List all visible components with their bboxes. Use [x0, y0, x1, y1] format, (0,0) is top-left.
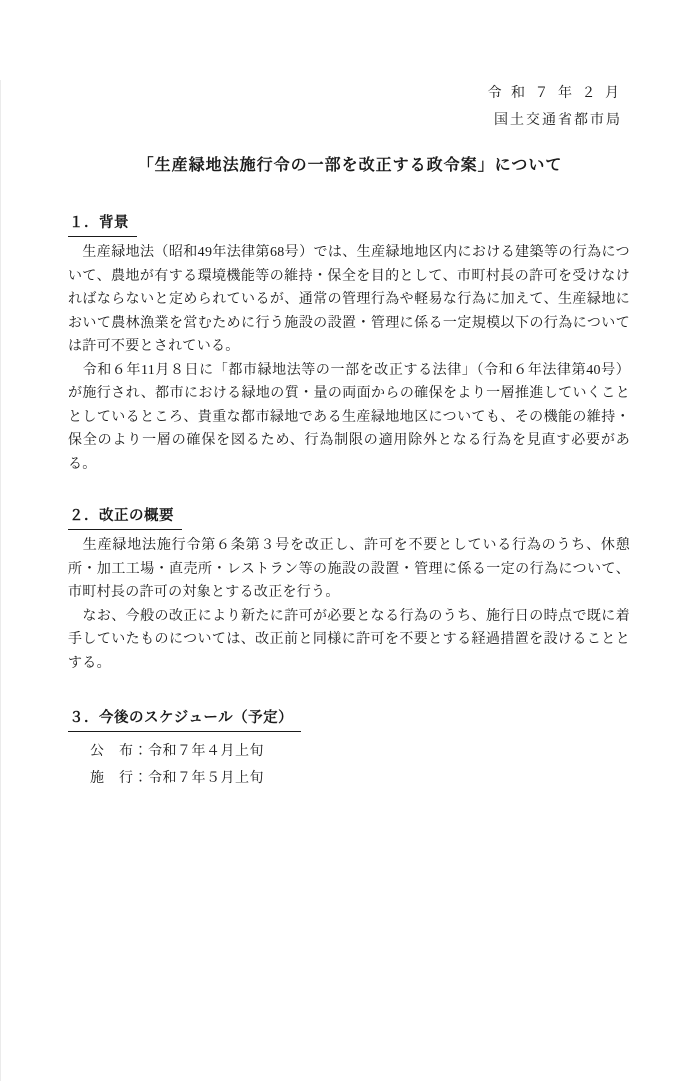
schedule-list: [68, 738, 630, 792]
section-background: [68, 212, 630, 476]
section-background-heading-text: １．背景: [68, 212, 137, 237]
schedule-item-promulgation: 公 布：令和７年４月上旬: [90, 744, 264, 759]
document-title: 「生産緑地法施行令の一部を改正する政令案」について: [137, 157, 563, 174]
section-background-paragraph-2: 令和６年11月８日に「都市緑地法等の一部を改正する法律」（令和６年法律第40号）が施行され、都市における緑地の質・量の両面からの確保をより一層推進していくこととしているところ、貴重な都市緑地である生産緑地地区についても、その機能の維持・保全のより一層の確保を図るため、行為制限の適用除外となる行為を見直す必要がある。: [68, 362, 630, 472]
document-organization: 国土交通省都市局: [494, 113, 622, 128]
document-date: 令 和 ７ 年 ２ 月: [487, 86, 622, 101]
section-schedule-heading: [68, 707, 630, 732]
section-amendment-overview-heading-text: ２．改正の概要: [68, 505, 182, 530]
section-background-heading: [68, 212, 630, 237]
section-amendment-overview-paragraph-2: なお、今般の改正により新たに許可が必要となる行為のうち、施行日の時点で既に着手していたものについては、改正前と同様に許可を不要とする経過措置を設けることとする。: [68, 608, 630, 671]
document-page: [0, 80, 700, 1081]
document-body: [0, 212, 700, 792]
section-amendment-overview-heading: [68, 505, 630, 530]
section-schedule-heading-text: ３．今後のスケジュール（予定）: [68, 707, 301, 732]
document-header: [0, 80, 700, 134]
section-amendment-overview-paragraph-1: 生産緑地法施行令第６条第３号を改正し、許可を不要としている行為のうち、休憩所・加工工場・直売所・レストラン等の施設の設置・管理に係る一定の行為について、市町村長の許可の対象とする改正を行う。: [68, 538, 630, 600]
section-background-paragraph-1: 生産緑地法（昭和49年法律第68号）では、生産緑地地区内における建築等の行為について、農地が有する環境機能等の維持・保全を目的として、市町村長の許可を受けなければならないと定められているが、通常の管理行為や軽易な行為に加えて、生産緑地において農林漁業を営むために行う施設の設置・管理に係る一定規模以下の行為については許可不要とされている。: [68, 245, 630, 354]
schedule-item-enforcement: 施 行：令和７年５月上旬: [90, 771, 264, 786]
page-edge: [0, 80, 1, 1081]
section-amendment-overview: [68, 505, 630, 675]
section-schedule: [68, 707, 630, 792]
